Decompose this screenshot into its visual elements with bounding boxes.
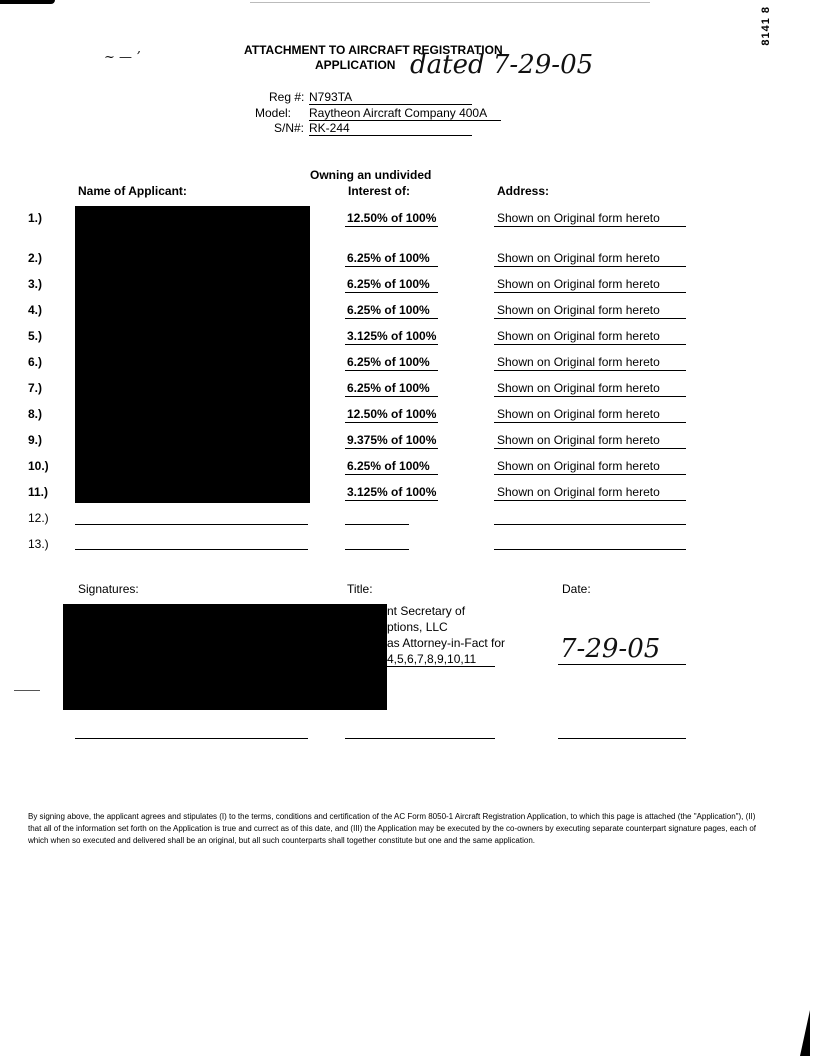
row-interest: 3.125% of 100% xyxy=(347,485,437,499)
row-interest: 6.25% of 100% xyxy=(347,251,430,265)
row-number: 3.) xyxy=(28,277,43,291)
corner-mark-bottom-right xyxy=(800,1010,810,1056)
row-interest: 6.25% of 100% xyxy=(347,303,430,317)
signer-title-line: ptions, LLC xyxy=(387,620,448,634)
redacted-signature xyxy=(63,604,387,710)
reg-label: Reg #: xyxy=(269,90,305,104)
interest-blank-line xyxy=(345,549,409,550)
row-number: 1.) xyxy=(28,211,43,225)
row-address: Shown on Original form hereto xyxy=(497,277,660,291)
row-number: 7.) xyxy=(28,381,43,395)
signatures-label: Signatures: xyxy=(78,582,139,596)
footer-stipulation: By signing above, the applicant agrees and stipulates (I) to the terms, conditions and certification of the AC Form 8050-1 Aircraft Registration Application, to which this page is attached (the "Application"), (II) that all of the information set forth on the Application is true and currect as of this date, and (III) the Application may be executed by the co-owners by executing separate counterpart signature pages, each of which when so executed and delivered shall be an original, but all such counterparts shall together constitute but one and the same application. xyxy=(28,812,756,845)
row-interest: 3.125% of 100% xyxy=(347,329,437,343)
address-underline xyxy=(494,500,686,501)
name-blank-line xyxy=(75,549,308,550)
interest-underline xyxy=(345,422,438,423)
margin-scribble: ~ — ʼ xyxy=(104,50,141,65)
interest-underline xyxy=(345,292,438,293)
signature-blank-line xyxy=(75,738,308,739)
row-address: Shown on Original form hereto xyxy=(497,485,660,499)
row-number: 4.) xyxy=(28,303,43,317)
row-interest: 9.375% of 100% xyxy=(347,433,437,447)
col-header-address: Address: xyxy=(497,184,550,198)
model-value: Raytheon Aircraft Company 400A xyxy=(309,106,501,121)
row-interest: 6.25% of 100% xyxy=(347,381,430,395)
row-address: Shown on Original form hereto xyxy=(497,459,660,473)
page-title-line2: APPLICATION xyxy=(315,58,396,72)
interest-underline xyxy=(345,344,438,345)
date-blank-line xyxy=(558,738,686,739)
top-rule xyxy=(250,2,650,3)
interest-underline xyxy=(345,226,438,227)
address-blank-line xyxy=(494,549,686,550)
handwritten-signature-date: 7-29-05 xyxy=(560,634,661,664)
row-number: 10.) xyxy=(28,459,49,473)
row-address: Shown on Original form hereto xyxy=(497,303,660,317)
date-underline xyxy=(558,664,686,665)
reg-value: N793TA xyxy=(309,90,472,105)
interest-underline xyxy=(345,370,438,371)
row-address: Shown on Original form hereto xyxy=(497,251,660,265)
interest-underline xyxy=(345,396,438,397)
row-interest: 6.25% of 100% xyxy=(347,459,430,473)
row-address: Shown on Original form hereto xyxy=(497,355,660,369)
row-address: Shown on Original form hereto xyxy=(497,407,660,421)
row-number: 6.) xyxy=(28,355,43,369)
row-address: Shown on Original form hereto xyxy=(497,433,660,447)
model-label: Model: xyxy=(255,106,292,120)
row-number: 11.) xyxy=(28,485,49,499)
interest-underline xyxy=(345,474,438,475)
col-header-name: Name of Applicant: xyxy=(78,184,187,198)
row-number: 12.) xyxy=(28,511,49,525)
row-address: Shown on Original form hereto xyxy=(497,329,660,343)
document-stamp: 8141 8 xyxy=(760,6,772,46)
row-address: Shown on Original form hereto xyxy=(497,211,660,225)
interest-underline xyxy=(345,266,438,267)
col-header-interest-line2: Interest of: xyxy=(348,184,411,198)
interest-underline xyxy=(345,500,438,501)
name-blank-line xyxy=(75,524,308,525)
title-label: Title: xyxy=(347,582,373,596)
row-number: 8.) xyxy=(28,407,43,421)
sn-label: S/N#: xyxy=(274,121,305,135)
row-number: 13.) xyxy=(28,537,49,551)
row-number: 5.) xyxy=(28,329,43,343)
address-underline xyxy=(494,474,686,475)
address-underline xyxy=(494,318,686,319)
address-underline xyxy=(494,448,686,449)
signer-title-line: nt Secretary of xyxy=(387,604,466,618)
signer-title-line: 4,5,6,7,8,9,10,11 xyxy=(387,652,495,667)
row-address: Shown on Original form hereto xyxy=(497,381,660,395)
col-header-interest-line1: Owning an undivided xyxy=(310,168,432,182)
row-interest: 12.50% of 100% xyxy=(347,407,437,421)
corner-mark-top-left xyxy=(0,0,55,4)
interest-underline xyxy=(345,448,438,449)
row-interest: 6.25% of 100% xyxy=(347,355,430,369)
row-number: 2.) xyxy=(28,251,43,265)
address-underline xyxy=(494,396,686,397)
row-interest: 12.50% of 100% xyxy=(347,211,437,225)
row-number: 9.) xyxy=(28,433,43,447)
address-underline xyxy=(494,266,686,267)
interest-blank-line xyxy=(345,524,409,525)
address-underline xyxy=(494,370,686,371)
redacted-applicant-names xyxy=(75,206,310,503)
address-underline xyxy=(494,422,686,423)
page-title: ATTACHMENT TO AIRCRAFT REGISTRATION xyxy=(244,43,503,57)
address-underline xyxy=(494,292,686,293)
signer-title-line: as Attorney-in-Fact for xyxy=(387,636,506,650)
margin-dash xyxy=(14,690,40,691)
title-blank-line xyxy=(345,738,495,739)
address-blank-line xyxy=(494,524,686,525)
handwritten-dated: dated 7-29-05 xyxy=(410,50,594,80)
date-label: Date: xyxy=(562,582,591,596)
address-underline xyxy=(494,344,686,345)
row-interest: 6.25% of 100% xyxy=(347,277,430,291)
sn-value: RK-244 xyxy=(309,121,472,136)
interest-underline xyxy=(345,318,438,319)
address-underline xyxy=(494,226,686,227)
